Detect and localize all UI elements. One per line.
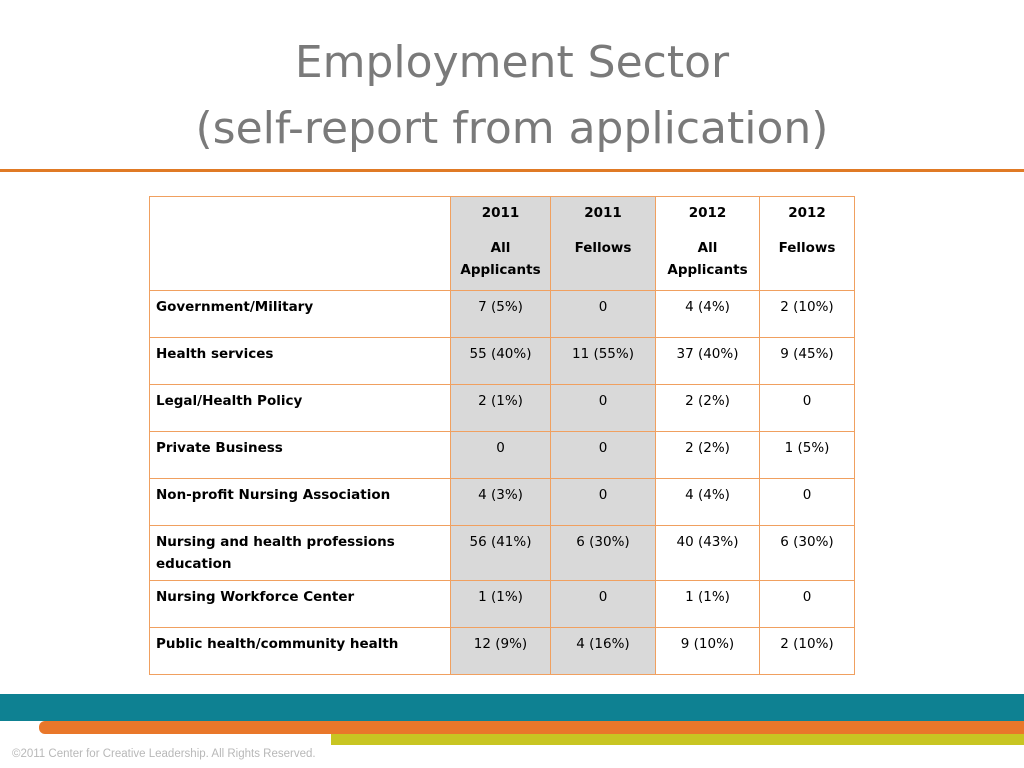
table-row bbox=[150, 432, 855, 479]
title-line-2: (self-report from application) bbox=[195, 103, 829, 154]
footer-yellow-band bbox=[331, 734, 1024, 745]
row-label: Legal/Health Policy bbox=[150, 385, 451, 432]
header-subtitle: All Applicants bbox=[460, 240, 541, 278]
header-2012-fellows bbox=[760, 197, 855, 291]
cell-2011-all: 7 (5%) bbox=[451, 291, 551, 338]
header-subtitle: Fellows bbox=[778, 240, 836, 256]
row-label: Health services bbox=[150, 338, 451, 385]
cell-2012-all: 9 (10%) bbox=[656, 628, 760, 675]
slide-title bbox=[0, 30, 1024, 162]
cell-2011-all: 56 (41%) bbox=[451, 526, 551, 581]
table-header-row bbox=[150, 197, 855, 291]
cell-2012-fellows: 0 bbox=[760, 385, 855, 432]
cell-2011-fellows: 0 bbox=[551, 479, 656, 526]
cell-2012-fellows: 9 (45%) bbox=[760, 338, 855, 385]
cell-2012-all: 4 (4%) bbox=[656, 291, 760, 338]
table-row bbox=[150, 385, 855, 432]
cell-2012-all: 1 (1%) bbox=[656, 581, 760, 628]
header-year: 2011 bbox=[584, 205, 622, 221]
copyright-footer: ©2011 Center for Creative Leadership. All Rights Reserved. bbox=[12, 748, 316, 760]
row-label: Public health/community health bbox=[150, 628, 451, 675]
cell-2012-fellows: 6 (30%) bbox=[760, 526, 855, 581]
row-label: Nursing and health professions education bbox=[150, 526, 451, 581]
cell-2011-fellows: 0 bbox=[551, 432, 656, 479]
cell-2011-all: 1 (1%) bbox=[451, 581, 551, 628]
cell-2011-all: 4 (3%) bbox=[451, 479, 551, 526]
cell-2011-fellows: 0 bbox=[551, 581, 656, 628]
cell-2011-fellows: 6 (30%) bbox=[551, 526, 656, 581]
cell-2011-all: 0 bbox=[451, 432, 551, 479]
cell-2011-all: 12 (9%) bbox=[451, 628, 551, 675]
cell-2012-all: 2 (2%) bbox=[656, 432, 760, 479]
table-row bbox=[150, 628, 855, 675]
cell-2012-all: 37 (40%) bbox=[656, 338, 760, 385]
table-row bbox=[150, 338, 855, 385]
row-label: Private Business bbox=[150, 432, 451, 479]
cell-2011-fellows: 11 (55%) bbox=[551, 338, 656, 385]
row-label: Government/Military bbox=[150, 291, 451, 338]
cell-2012-fellows: 1 (5%) bbox=[760, 432, 855, 479]
cell-2011-all: 2 (1%) bbox=[451, 385, 551, 432]
employment-sector-table bbox=[149, 196, 855, 675]
cell-2012-all: 2 (2%) bbox=[656, 385, 760, 432]
header-year: 2012 bbox=[788, 205, 826, 221]
row-label: Nursing Workforce Center bbox=[150, 581, 451, 628]
table-row bbox=[150, 479, 855, 526]
cell-2012-fellows: 0 bbox=[760, 479, 855, 526]
cell-2012-fellows: 2 (10%) bbox=[760, 291, 855, 338]
cell-2012-all: 4 (4%) bbox=[656, 479, 760, 526]
header-2011-all-applicants bbox=[451, 197, 551, 291]
table-row bbox=[150, 291, 855, 338]
cell-2011-fellows: 4 (16%) bbox=[551, 628, 656, 675]
header-subtitle: All Applicants bbox=[667, 240, 748, 278]
title-line-1: Employment Sector bbox=[294, 37, 730, 88]
header-empty-cell bbox=[150, 197, 451, 291]
table-row bbox=[150, 581, 855, 628]
row-label: Non-profit Nursing Association bbox=[150, 479, 451, 526]
table-row bbox=[150, 526, 855, 581]
header-2012-all-applicants bbox=[656, 197, 760, 291]
header-2011-fellows bbox=[551, 197, 656, 291]
cell-2012-all: 40 (43%) bbox=[656, 526, 760, 581]
footer-teal-band bbox=[0, 694, 1024, 721]
cell-2012-fellows: 2 (10%) bbox=[760, 628, 855, 675]
footer-orange-band bbox=[39, 721, 1024, 734]
title-divider bbox=[0, 169, 1024, 172]
cell-2011-all: 55 (40%) bbox=[451, 338, 551, 385]
header-subtitle: Fellows bbox=[574, 240, 632, 256]
cell-2011-fellows: 0 bbox=[551, 291, 656, 338]
header-year: 2011 bbox=[481, 205, 520, 221]
header-year: 2012 bbox=[688, 205, 727, 221]
cell-2011-fellows: 0 bbox=[551, 385, 656, 432]
cell-2012-fellows: 0 bbox=[760, 581, 855, 628]
